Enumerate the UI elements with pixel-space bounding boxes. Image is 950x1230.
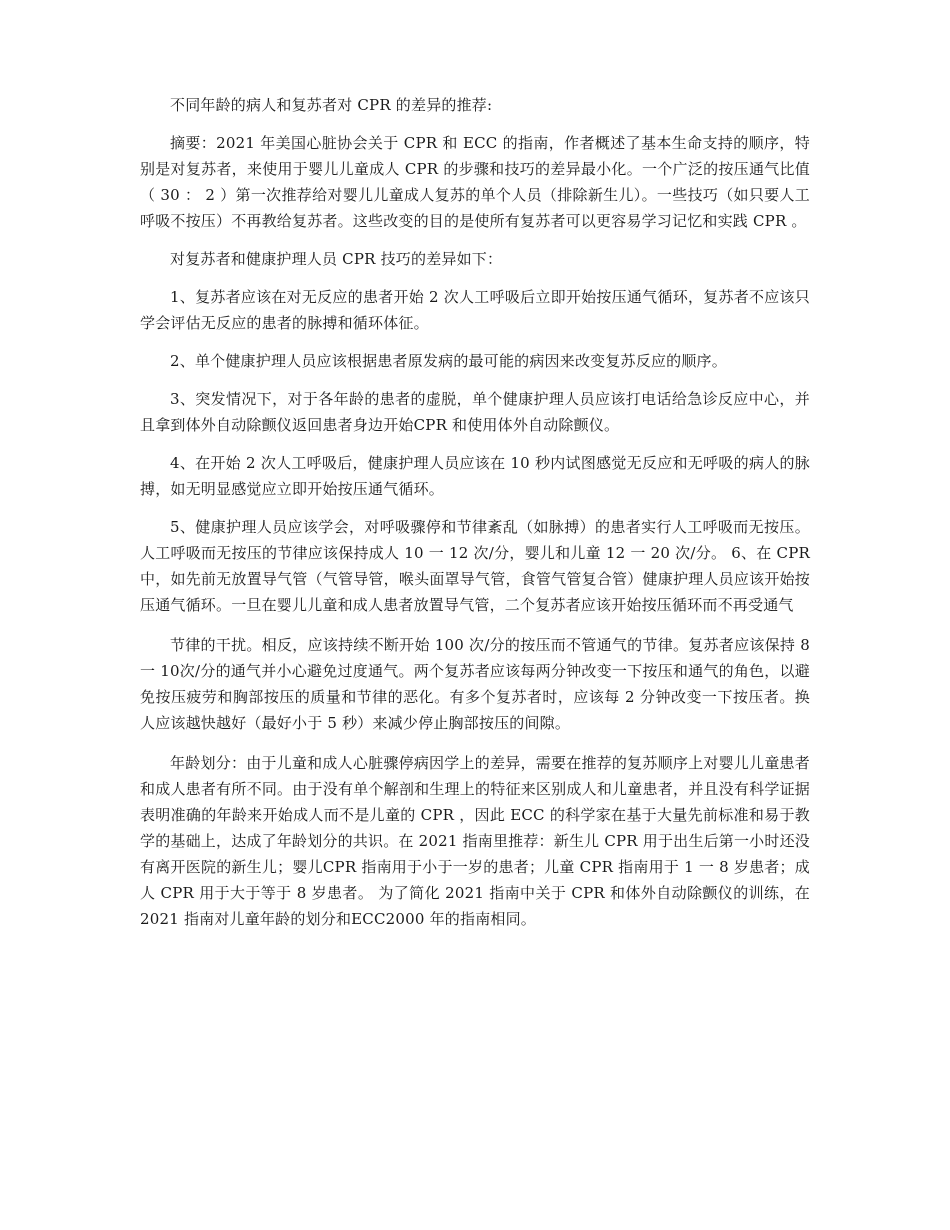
document-body bbox=[140, 92, 810, 944]
abstract-paragraph: 摘要：2021 年美国心脏协会关于 CPR 和 ECC 的指南，作者概述了基本生命支持的顺序，特别是对复苏者，来使用于婴儿儿童成人 CPR 的步骤和技巧的差异最小化。一个广泛的按压通气比值（ 30 ： 2 ）第一次推荐给对婴儿儿童成人复苏的单个人员（排除新生儿）。一些技巧（如只要人工呼吸不按压）不再教给复苏者。这些改变的目的是使所有复苏者可以更容易学习记忆和实践 CPR 。 bbox=[140, 134, 810, 230]
document-heading: 不同年龄的病人和复苏者对 CPR 的差异的推荐: bbox=[170, 96, 493, 114]
rhythm-paragraph: 节律的干扰。相反，应该持续不断开始 100 次/分的按压而不管通气的节律。复苏者应该保持 8 一 10次/分的通气并小心避免过度通气。两个复苏者应该每两分钟改变一下按压和通气的角色，以避免按压疲劳和胸部按压的质量和节律的恶化。有多个复苏者时，应该每 2 分钟改变一下按压者。换人应该越快越好（最好小于 5 秒）来减少停止胸部按压的间隙。 bbox=[140, 636, 810, 732]
point-3-paragraph: 3、突发情况下，对于各年龄的患者的虚脱，单个健康护理人员应该打电话给急诊反应中心，并且拿到体外自动除颤仪返回患者身边开始CPR 和使用体外自动除颤仪。 bbox=[140, 390, 810, 434]
differences-intro-paragraph: 对复苏者和健康护理人员 CPR 技巧的差异如下： bbox=[170, 250, 503, 268]
point-4-paragraph: 4、在开始 2 次人工呼吸后，健康护理人员应该在 10 秒内试图感觉无反应和无呼吸的病人的脉搏，如无明显感觉应立即开始按压通气循环。 bbox=[140, 454, 810, 498]
age-division-paragraph: 年龄划分：由于儿童和成人心脏骤停病因学上的差异，需要在推荐的复苏顺序上对婴儿儿童患者和成人患者有所不同。由于没有单个解剖和生理上的特征来区别成人和儿童患者，并且没有科学证据表明准确的年龄来开始成人而不是儿童的 CPR ，因此 ECC 的科学家在基于大量先前标准和易于教学的基础上，达成了年龄划分的共识。在 2021 指南里推荐：新生儿 CPR 用于出生后第一小时还没有离开医院的新生儿；婴儿CPR 指南用于小于一岁的患者；儿童 CPR 指南用于 1 一 8 岁患者；成人 CPR 用于大于等于 8 岁患者。 为了简化 2021 指南中关于 CPR 和体外自动除颤仪的训练，在2021 指南对儿童年龄的划分和ECC2000 年的指南相同。 bbox=[140, 754, 810, 928]
point-2-paragraph: 2、单个健康护理人员应该根据患者原发病的最可能的病因来改变复苏反应的顺序。 bbox=[170, 352, 727, 370]
point-1-paragraph: 1、复苏者应该在对无反应的患者开始 2 次人工呼吸后立即开始按压通气循环，复苏者不应该只学会评估无反应的患者的脉搏和循环体征。 bbox=[140, 288, 810, 332]
point-5-6-paragraph: 5、健康护理人员应该学会，对呼吸骤停和节律紊乱（如脉搏）的患者实行人工呼吸而无按压。人工呼吸而无按压的节律应该保持成人 10 一 12 次/分，婴儿和儿童 12 一 20 次/分。 6、在 CPR 中，如先前无放置导气管（气管导管，喉头面罩导气管，食管气管复合管）健康护理人员应该开始按压通气循环。一旦在婴儿儿童和成人患者放置导气管，二个复苏者应该开始按压循环而不再受通气 bbox=[140, 518, 810, 614]
